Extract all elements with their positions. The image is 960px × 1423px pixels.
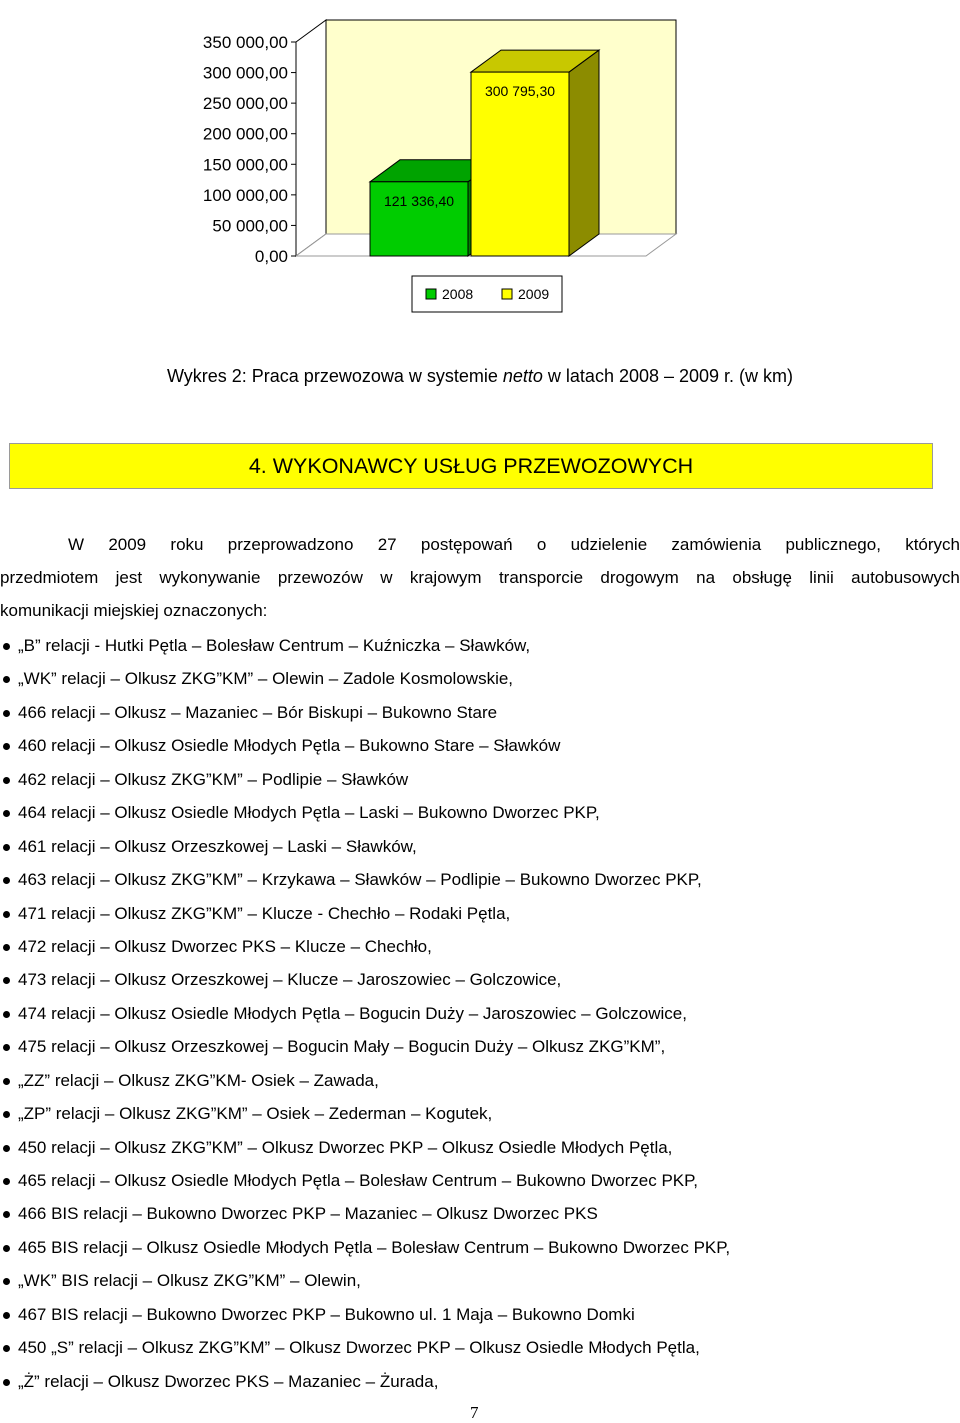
route-item: 475 relacji – Olkusz Orzeszkowej – Bogucin Mały – Bogucin Duży – Olkusz ZKG”KM”, bbox=[0, 1030, 960, 1063]
paragraph-line-3: komunikacji miejskiej oznaczonych: bbox=[0, 601, 268, 620]
y-tick-label: 200 000,00 bbox=[202, 124, 288, 144]
line2-word: przewozów bbox=[277, 568, 363, 587]
caption-prefix: Wykres 2: Praca przewozowa w systemie bbox=[166, 366, 503, 386]
line1-word: 2009 bbox=[108, 535, 147, 554]
line2-word: linii bbox=[809, 568, 834, 587]
route-item: 473 relacji – Olkusz Orzeszkowej – Klucze – Jaroszowiec – Golczowice, bbox=[0, 963, 960, 996]
y-tick-label: 100 000,00 bbox=[202, 185, 288, 205]
caption-suffix: w latach 2008 – 2009 r. (w km) bbox=[542, 366, 794, 386]
line2-word: na bbox=[696, 568, 716, 587]
route-item: 463 relacji – Olkusz ZKG”KM” – Krzykawa – Sławków – Podlipie – Bukowno Dworzec PKP, bbox=[0, 863, 960, 896]
legend-swatch-2008 bbox=[426, 289, 436, 299]
line2-word: obsługę bbox=[732, 568, 792, 587]
route-item: 461 relacji – Olkusz Orzeszkowej – Laski – Sławków, bbox=[0, 830, 960, 863]
route-item: 450 relacji – Olkusz ZKG”KM” – Olkusz Dworzec PKP – Olkusz Osiedle Młodych Pętla, bbox=[0, 1131, 960, 1164]
route-list bbox=[0, 629, 960, 1398]
route-item: 464 relacji – Olkusz Osiedle Młodych Pętla – Laski – Bukowno Dworzec PKP, bbox=[0, 796, 960, 829]
line1-word: udzielenie bbox=[570, 535, 648, 554]
bar-value-label-2008: 121 336,40 bbox=[383, 192, 455, 209]
chart-svg bbox=[176, 4, 680, 316]
y-tick-label: 50 000,00 bbox=[212, 216, 288, 236]
bar-side-2009 bbox=[569, 50, 599, 256]
line2-word: przedmiotem bbox=[0, 568, 99, 587]
legend-swatch-2009 bbox=[502, 289, 512, 299]
intro-paragraph bbox=[0, 528, 960, 627]
route-item: 466 BIS relacji – Bukowno Dworzec PKP – Mazaniec – Olkusz Dworzec PKS bbox=[0, 1197, 960, 1230]
line2-word: autobusowych bbox=[851, 568, 960, 587]
line1-word: publicznego, bbox=[785, 535, 881, 554]
route-item: 474 relacji – Olkusz Osiedle Młodych Pętla – Bogucin Duży – Jaroszowiec – Golczowice, bbox=[0, 997, 960, 1030]
route-item: 462 relacji – Olkusz ZKG”KM” – Podlipie – Sławków bbox=[0, 763, 960, 796]
paragraph-line-1 bbox=[0, 528, 960, 561]
line1-word: o bbox=[536, 535, 547, 554]
route-item: „WK” BIS relacji – Olkusz ZKG”KM” – Olewin, bbox=[0, 1264, 960, 1297]
line1-word: których bbox=[905, 535, 960, 554]
route-item: 471 relacji – Olkusz ZKG”KM” – Klucze - Chechło – Rodaki Pętla, bbox=[0, 897, 960, 930]
line2-word: wykonywanie bbox=[159, 568, 261, 587]
line2-word: drogowym bbox=[600, 568, 679, 587]
route-item: 460 relacji – Olkusz Osiedle Młodych Pętla – Bukowno Stare – Sławków bbox=[0, 729, 960, 762]
y-tick-label: 300 000,00 bbox=[202, 63, 288, 83]
route-item: 466 relacji – Olkusz – Mazaniec – Bór Biskupi – Bukowno Stare bbox=[0, 696, 960, 729]
route-item: „ZZ” relacji – Olkusz ZKG”KM- Osiek – Zawada, bbox=[0, 1064, 960, 1097]
legend-label-2008: 2008 bbox=[442, 286, 474, 302]
line2-word: w bbox=[380, 568, 393, 587]
chart-side-wall bbox=[296, 20, 326, 256]
route-item: 472 relacji – Olkusz Dworzec PKS – Klucze – Chechło, bbox=[0, 930, 960, 963]
route-item: 465 BIS relacji – Olkusz Osiedle Młodych Pętla – Bolesław Centrum – Bukowno Dworzec PKP, bbox=[0, 1231, 960, 1264]
section-heading-text: 4. WYKONAWCY USŁUG PRZEWOZOWYCH bbox=[248, 453, 694, 478]
line2-word: krajowym bbox=[409, 568, 482, 587]
bar-2009 bbox=[471, 72, 569, 256]
line1-word: postępowań bbox=[420, 535, 513, 554]
y-tick-label: 250 000,00 bbox=[202, 94, 288, 114]
line1-word: zamówienia bbox=[671, 535, 762, 554]
line2-word: transporcie bbox=[498, 568, 584, 587]
legend-label-2009: 2009 bbox=[518, 286, 550, 302]
page-number: 7 bbox=[470, 1403, 479, 1422]
route-item: „Ż” relacji – Olkusz Dworzec PKS – Mazaniec – Żurada, bbox=[0, 1365, 960, 1398]
route-item: 450 „S” relacji – Olkusz ZKG”KM” – Olkusz Dworzec PKP – Olkusz Osiedle Młodych Pętla, bbox=[0, 1331, 960, 1364]
route-item: „ZP” relacji – Olkusz ZKG”KM” – Osiek – Zederman – Kogutek, bbox=[0, 1097, 960, 1130]
section-heading bbox=[9, 443, 933, 489]
route-item: „WK” relacji – Olkusz ZKG”KM” – Olewin – Zadole Kosmolowskie, bbox=[0, 662, 960, 695]
bar-value-label-2009: 300 795,30 bbox=[484, 83, 556, 100]
line1-word: roku bbox=[170, 535, 204, 554]
bar-chart bbox=[176, 4, 680, 316]
route-item: 467 BIS relacji – Bukowno Dworzec PKP – Bukowno ul. 1 Maja – Bukowno Domki bbox=[0, 1298, 960, 1331]
line2-word: jest bbox=[115, 568, 143, 587]
chart-caption bbox=[0, 366, 960, 387]
line1-word: przeprowadzono bbox=[227, 535, 354, 554]
paragraph-line-2 bbox=[0, 561, 960, 594]
route-item: „B” relacji - Hutki Pętla – Bolesław Centrum – Kuźniczka – Sławków, bbox=[0, 629, 960, 662]
route-item: 465 relacji – Olkusz Osiedle Młodych Pętla – Bolesław Centrum – Bukowno Dworzec PKP, bbox=[0, 1164, 960, 1197]
line1-word: W bbox=[68, 535, 85, 554]
y-tick-label: 150 000,00 bbox=[202, 155, 288, 175]
y-tick-label: 0,00 bbox=[254, 247, 288, 266]
line1-word: 27 bbox=[377, 535, 397, 554]
y-tick-label: 350 000,00 bbox=[202, 33, 288, 52]
caption-italic-word: netto bbox=[502, 366, 543, 386]
